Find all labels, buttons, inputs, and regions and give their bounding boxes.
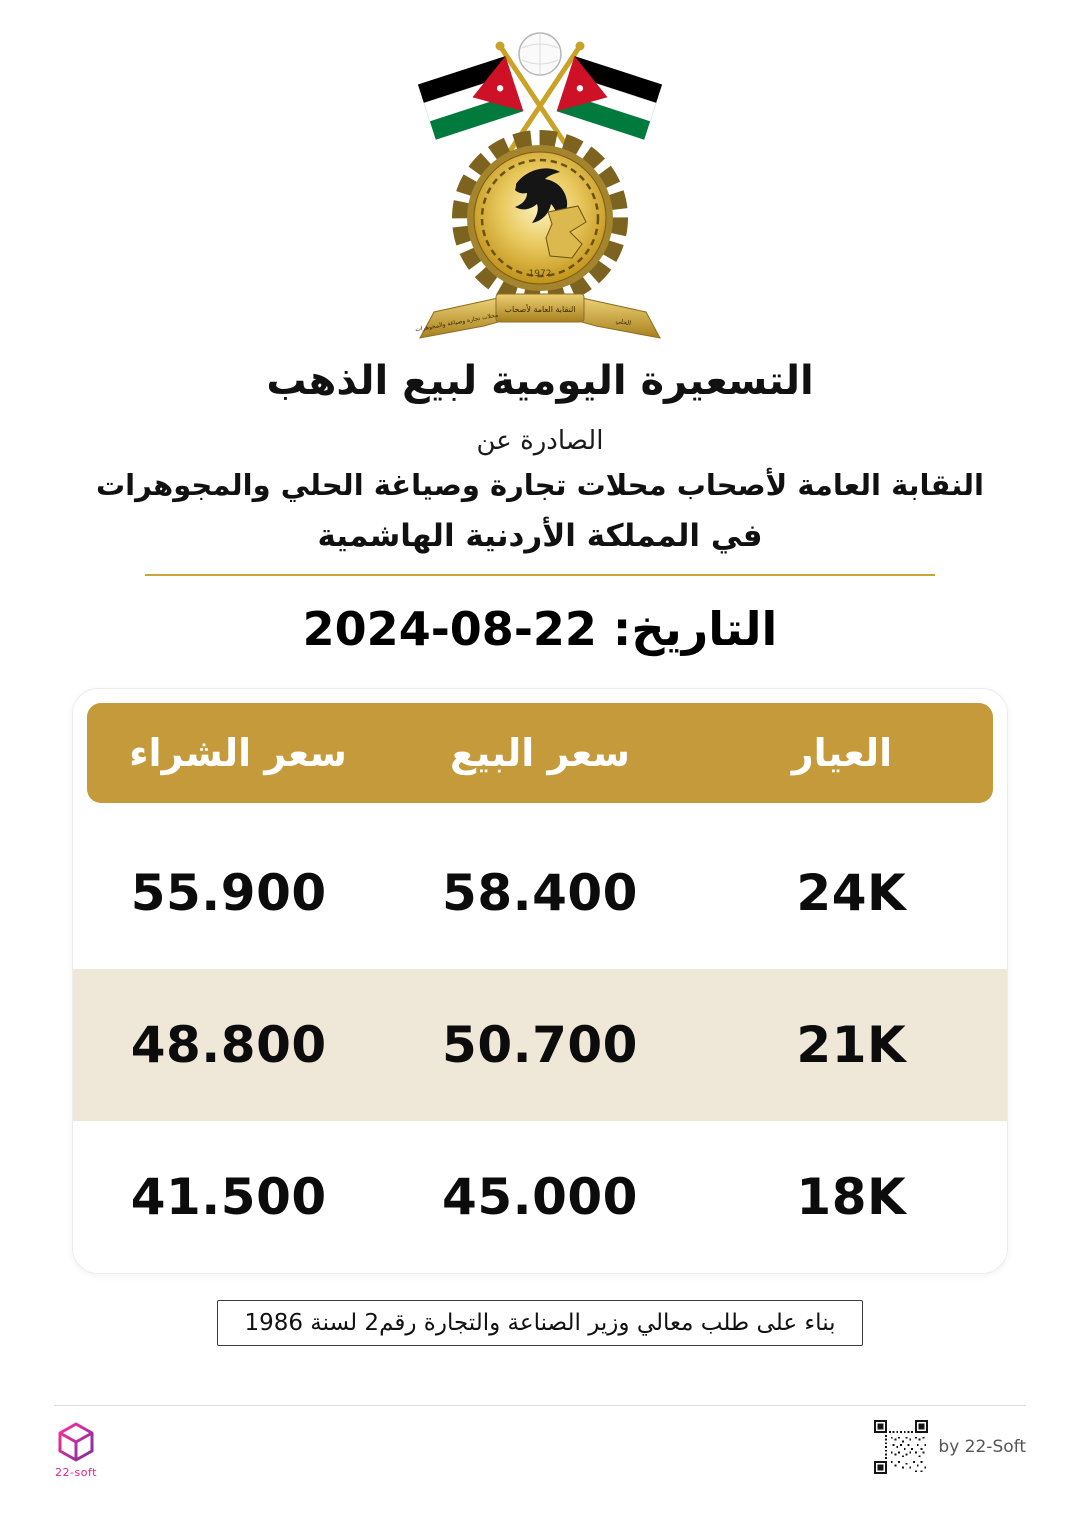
ribbon-left-text: محلات تجارة وصياغة والمجوهرات bbox=[414, 311, 499, 334]
flag-right-icon bbox=[557, 56, 662, 140]
org-name-line: النقابة العامة لأصحاب محلات تجارة وصياغة الحلي والمجوهرات bbox=[96, 468, 984, 502]
col-header-sell: سعر البيع bbox=[450, 731, 630, 776]
brand-name: 22-soft bbox=[55, 1466, 97, 1479]
brand-cube-icon bbox=[54, 1420, 98, 1464]
col-header-buy: سعر الشراء bbox=[129, 731, 347, 776]
syndicate-emblem-icon bbox=[390, 26, 690, 344]
country-line: في المملكة الأردنية الهاشمية bbox=[317, 518, 763, 555]
issued-by-label: الصادرة عن bbox=[476, 426, 604, 456]
decree-note: بناء على طلب معالي وزير الصناعة والتجارة رقم2 لسنة 1986 bbox=[217, 1300, 862, 1346]
buy-price-cell: 55.900 bbox=[130, 864, 327, 923]
price-table bbox=[72, 688, 1008, 1274]
ribbon-right-text: الحلي bbox=[614, 316, 632, 328]
buy-price-cell: 48.800 bbox=[130, 1016, 327, 1075]
sell-price-cell: 45.000 bbox=[442, 1168, 638, 1227]
table-header bbox=[87, 703, 993, 803]
ribbon-center-text: النقابة العامة لأصحاب bbox=[504, 305, 576, 314]
flag-left-icon bbox=[418, 56, 523, 140]
footer bbox=[54, 1405, 1026, 1479]
table-row-18k bbox=[73, 1121, 1007, 1273]
brand-block bbox=[54, 1420, 98, 1479]
karat-cell: 21K bbox=[796, 1016, 907, 1075]
gear-emblem-icon bbox=[460, 138, 620, 298]
gold-divider bbox=[145, 574, 935, 576]
credit-block bbox=[874, 1420, 1026, 1474]
emblem-year: 1972 bbox=[528, 269, 552, 279]
sell-price-cell: 50.700 bbox=[442, 1016, 638, 1075]
credit-text: by 22-Soft bbox=[938, 1437, 1026, 1457]
col-header-karat: العيار bbox=[791, 731, 893, 776]
date-line: التاريخ: 22-08-2024 bbox=[302, 602, 778, 657]
ribbon-banner-icon bbox=[415, 294, 660, 338]
page-title: التسعيرة اليومية لبيع الذهب bbox=[266, 358, 814, 404]
sell-price-cell: 58.400 bbox=[442, 864, 638, 923]
globe-icon bbox=[519, 33, 561, 75]
qr-code-icon bbox=[874, 1420, 928, 1474]
table-row-21k bbox=[73, 969, 1007, 1121]
table-row-24k bbox=[73, 817, 1007, 969]
karat-cell: 18K bbox=[796, 1168, 907, 1227]
buy-price-cell: 41.500 bbox=[130, 1168, 327, 1227]
syndicate-emblem bbox=[390, 26, 690, 344]
karat-cell: 24K bbox=[796, 864, 907, 923]
decree-note-wrap bbox=[0, 1300, 1080, 1346]
